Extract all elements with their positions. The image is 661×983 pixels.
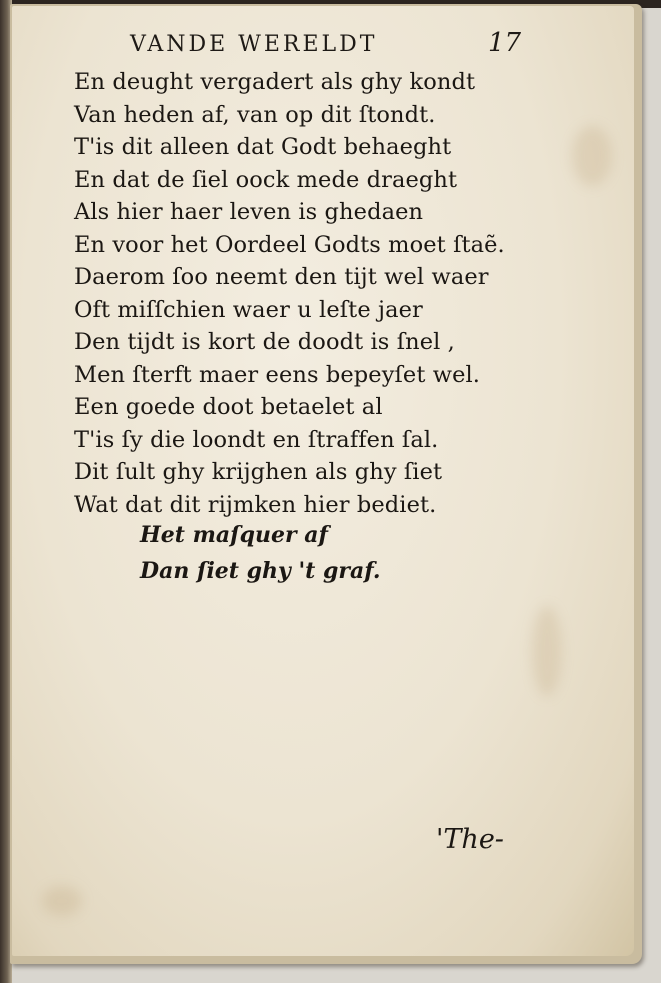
running-title: VANDE WERELDT bbox=[130, 32, 378, 57]
book-page bbox=[12, 6, 634, 956]
verse-line: Wat dat dit rijmken hier bediet. bbox=[74, 491, 437, 518]
page-number: 17 bbox=[488, 28, 522, 58]
motto-line: Dan ſiet ghy 't graf. bbox=[140, 558, 381, 584]
motto-line: Het maſquer af bbox=[140, 522, 328, 548]
verse-text bbox=[74, 66, 574, 521]
verse-line: Van heden af, van op dit ſtondt. bbox=[74, 101, 436, 128]
verse-line: Oft miſſchien waer u leſte jaer bbox=[74, 296, 423, 323]
verse-line: T'is dit alleen dat Godt behaeght bbox=[74, 134, 452, 160]
verse-line: Men ſterft maer eens bepeyſet wel. bbox=[74, 361, 481, 388]
verse-line: Daerom ſoo neemt den tijt wel waer bbox=[74, 264, 489, 290]
verse-line: Als hier haer leven is ghedaen bbox=[74, 199, 424, 225]
paper-stain bbox=[42, 886, 82, 916]
verse-line: Dit ſult ghy krijghen als ghy ſiet bbox=[74, 459, 443, 485]
verse-line: En deught vergadert als ghy kondt bbox=[74, 69, 476, 95]
motto bbox=[140, 517, 381, 589]
verse-line: En voor het Oordeel Godts moet ſtaẽ. bbox=[74, 231, 505, 258]
verse-line: En dat de ſiel oock mede draeght bbox=[74, 166, 458, 193]
catchword: 'The- bbox=[436, 824, 504, 855]
verse-line: Den tijdt is kort de doodt is ſnel , bbox=[74, 329, 455, 355]
verse-line: T'is ſy die loondt en ſtraffen ſal. bbox=[74, 426, 439, 453]
verse-line: Een goede doot betaelet al bbox=[74, 394, 383, 420]
paper-stain bbox=[532, 606, 562, 696]
paper-stain bbox=[572, 126, 612, 186]
